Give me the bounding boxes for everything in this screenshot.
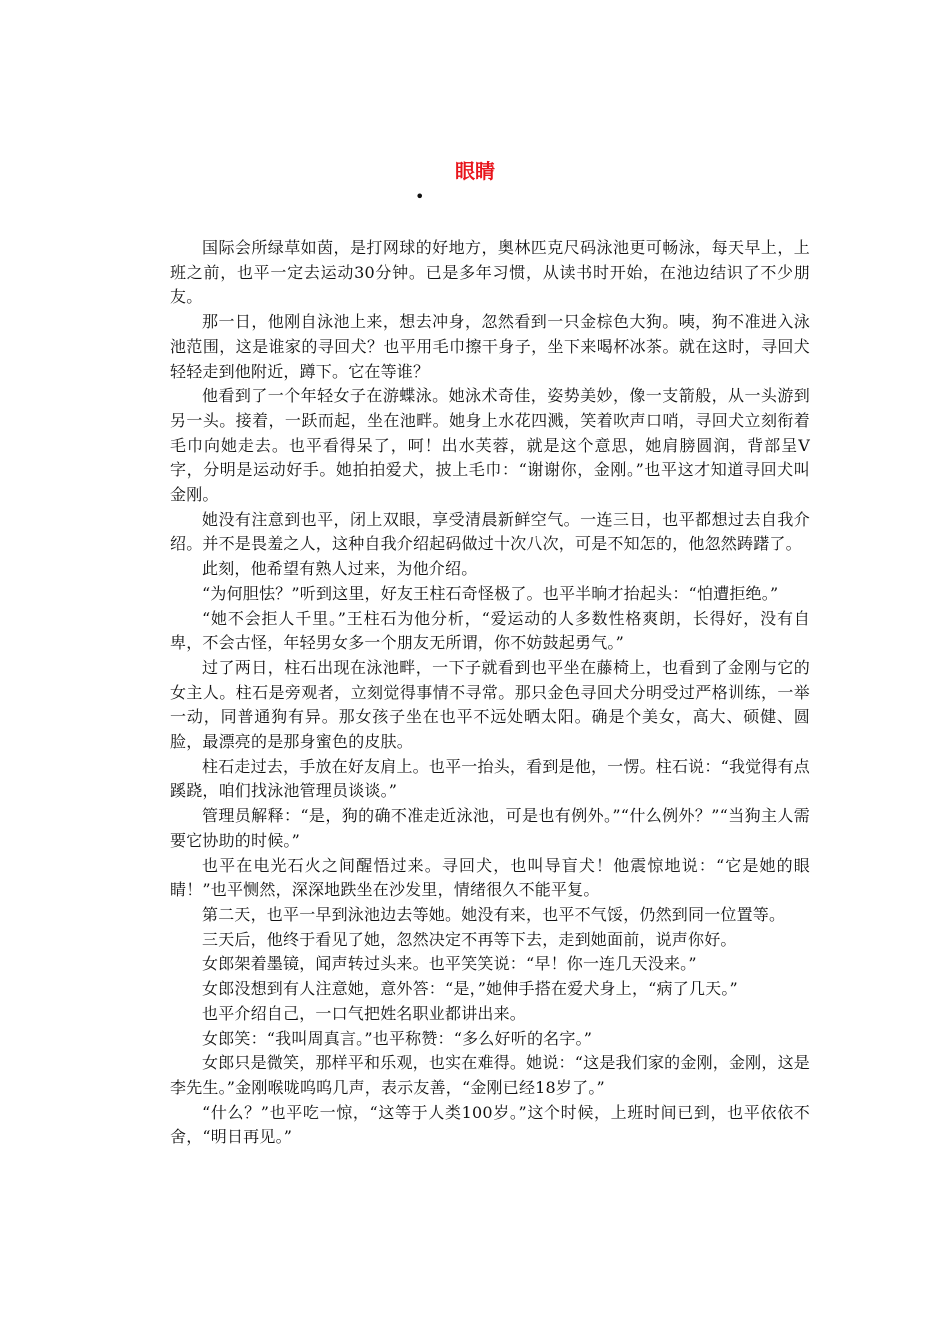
paragraph-6: “为何胆怯？”听到这里，好友王柱石奇怪极了。也平半晌才抬起头：“怕遭拒绝。” <box>202 583 779 603</box>
article-body <box>170 236 810 1150</box>
bullet-marker: • <box>415 187 425 206</box>
paragraph-4: 她没有注意到也平，闭上双眼，享受清晨新鲜空气。一连三日，也平都想过去自我介绍。并不是畏羞之人，这种自我介绍起码做过十次八次，可是不知怎的，他忽然踌躇了。 <box>170 509 810 554</box>
paragraph-9: 柱石走过去，手放在好友肩上。也平一抬头，看到是他，一愣。柱石说：“我觉得有点蹊跷，咱们找泳池管理员谈谈。” <box>170 756 810 801</box>
paragraph-13: 三天后，他终于看见了她，忽然决定不再等下去，走到她面前，说声你好。 <box>202 929 737 949</box>
paragraph-11: 也平在电光石火之间醒悟过来。寻回犬，也叫导盲犬！他震惊地说：“它是她的眼睛！”也平恻然，深深地跌坐在沙发里，情绪很久不能平复。 <box>170 855 810 900</box>
paragraph-17: 女郎笑：“我叫周真言。”也平称赞：“多么好听的名字。” <box>202 1028 593 1048</box>
paragraph-3: 他看到了一个年轻女子在游蝶泳。她泳术奇佳，姿势美妙，像一支箭般，从一头游到另一头。接着，一跃而起，坐在池畔。她身上水花四溅，笑着吹声口哨，寻回犬立刻衔着毛巾向她走去。也平看得呆了，呵！出水芙蓉，就是这个意思，她肩膀圆润，背部呈V字，分明是运动好手。她拍拍爱犬，披上毛巾：“谢谢你，金刚。”也平这才知道寻回犬叫金刚。 <box>170 386 810 505</box>
paragraph-10: 管理员解释：“是，狗的确不准走近泳池，可是也有例外。”“什么例外？”“当狗主人需要它协助的时候。” <box>170 806 810 850</box>
paragraph-7: “她不会拒人千里。”王柱石为他分析，“爱运动的人多数性格爽朗，长得好，没有自卑，不会古怪，年轻男女多一个朋友无所谓，你不妨鼓起勇气。” <box>170 608 810 653</box>
document-title: 眼睛 <box>455 159 495 183</box>
paragraph-1: 国际会所绿草如茵，是打网球的好地方，奥林匹克尺码泳池更可畅泳，每天早上，上班之前，也平一定去运动30分钟。已是多年习惯，从读书时开始，在池边结识了不少朋友。 <box>170 238 810 307</box>
paragraph-8: 过了两日，柱石出现在泳池畔，一下子就看到也平坐在藤椅上，也看到了金刚与它的女主人。柱石是旁观者，立刻觉得事情不寻常。那只金色寻回犬分明受过严格训练，一举一动，同普通狗有异。那女孩子坐在也平不远处晒太阳。确是个美女，高大、硕健、圆脸，最漂亮的是那身蜜色的皮肤。 <box>170 657 810 752</box>
paragraph-12: 第二天，也平一早到泳池边去等她。她没有来，也平不气馁，仍然到同一位置等。 <box>202 904 786 924</box>
paragraph-5: 此刻，他希望有熟人过来，为他介绍。 <box>202 559 478 579</box>
paragraph-2: 那一日，他刚自泳池上来，想去冲身，忽然看到一只金棕色大狗。咦，狗不准进入泳池范围，这是谁家的寻回犬？也平用毛巾擦干身子，坐下来喝杯冰茶。就在这时，寻回犬轻轻走到他附近，蹲下。它在等谁？ <box>170 312 810 381</box>
paragraph-16: 也平介绍自己，一口气把姓名职业都讲出来。 <box>202 1003 527 1023</box>
paragraph-18: 女郎只是微笑，那样平和乐观，也实在难得。她说：“这是我们家的金刚，金刚，这是李先生。”金刚喉咙呜呜几声，表示友善，“金刚已经18岁了。” <box>170 1053 810 1097</box>
paragraph-15: 女郎没想到有人注意她，意外答：“是，”她伸手搭在爱犬身上，“病了几天。” <box>202 979 738 999</box>
paragraph-19: “什么？”也平吃一惊，“这等于人类100岁。”这个时候，上班时间已到，也平依依不舍，“明日再见。” <box>170 1102 810 1147</box>
paragraph-14: 女郎架着墨镜，闻声转过头来。也平笑笑说：“早！你一连几天没来。” <box>202 954 697 974</box>
